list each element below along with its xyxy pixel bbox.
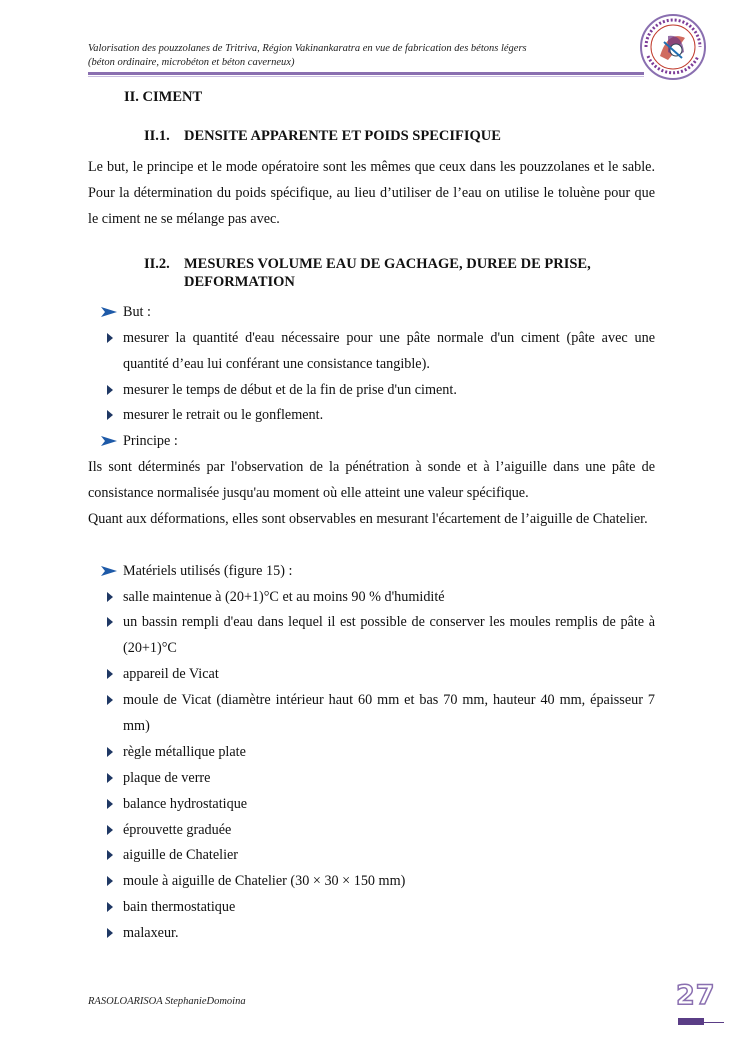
list-item: plaque de verre	[100, 765, 655, 791]
faculty-seal-logo	[638, 12, 708, 82]
list-item: appareil de Vicat	[100, 661, 655, 687]
list-item: salle maintenue à (20+1)°C et au moins 90 % d'humidité	[100, 584, 655, 610]
list-item: bain thermostatique	[100, 894, 655, 920]
header-line-2: (béton ordinaire, microbéton et béton caverneux)	[88, 57, 295, 68]
list-heading-principe: Principe :	[100, 428, 655, 454]
list-item: aiguille de Chatelier	[100, 842, 655, 868]
subsection-heading-2	[144, 255, 624, 291]
triangle-bullet-icon	[100, 609, 120, 635]
triangle-bullet-icon	[100, 687, 120, 713]
list-heading-materiels: Matériels utilisés (figure 15) :	[100, 558, 655, 584]
triangle-bullet-icon	[100, 791, 120, 817]
triangle-bullet-icon	[100, 817, 120, 843]
list-item: éprouvette graduée	[100, 817, 655, 843]
paragraph-principe-1: Ils sont déterminés par l'observation de la pénétration à sonde et à l’aiguille dans une pâte de consistance normalisée jusqu'au moment où elle atteint une valeur spécifique.	[88, 459, 655, 501]
paragraph-principe-2: Quant aux déformations, elles sont observables en mesurant l'écartement de l’aiguille de Chatelier.	[88, 511, 648, 527]
subsection-title: DENSITE APPARENTE ET POIDS SPECIFIQUE	[184, 128, 501, 144]
subsection-number: II.2.	[144, 256, 170, 272]
running-header	[88, 42, 648, 70]
arrow-bullet-icon	[100, 428, 120, 454]
header-line-1: Valorisation des pouzzolanes de Tritriva, Région Vakinankaratra en vue de fabrication des bétons légers	[88, 43, 527, 54]
list-heading-but: But :	[100, 299, 655, 325]
paragraph-densite: Le but, le principe et le mode opératoire sont les mêmes que ceux dans les pouzzolanes et le sable. Pour la détermination du poids spécifique, au lieu d’utiliser de l’eau on utilise le toluène pour que le ciment ne se mélange pas avec.	[88, 159, 655, 227]
triangle-bullet-icon	[100, 661, 120, 687]
triangle-bullet-icon	[100, 325, 120, 351]
footer-author: RASOLOARISOA StephanieDomoina	[88, 996, 246, 1007]
list-item: moule à aiguille de Chatelier (30 × 30 × 150 mm)	[100, 868, 655, 894]
triangle-bullet-icon	[100, 894, 120, 920]
page-number-bar	[678, 1018, 704, 1025]
triangle-bullet-icon	[100, 584, 120, 610]
list-item: malaxeur.	[100, 920, 655, 946]
subsection-title: MESURES VOLUME EAU DE GACHAGE, DUREE DE PRISE, DEFORMATION	[184, 256, 591, 290]
list-item: mesurer le retrait ou le gonflement.	[100, 402, 655, 428]
page-number-line	[704, 1022, 724, 1023]
triangle-bullet-icon	[100, 402, 120, 428]
list-item: un bassin rempli d'eau dans lequel il est possible de conserver les moules remplis de pâte à (20+1)°C	[100, 609, 655, 661]
list-item: mesurer la quantité d'eau nécessaire pour une pâte normale d'un ciment (pâte avec une quantité d’eau lui conférant une consistance tangible).	[100, 325, 655, 377]
triangle-bullet-icon	[100, 739, 120, 765]
triangle-bullet-icon	[100, 377, 120, 403]
header-rule	[88, 72, 644, 75]
subsection-number: II.1.	[144, 128, 170, 144]
header-rule-thin	[88, 76, 644, 77]
arrow-bullet-icon	[100, 558, 120, 584]
triangle-bullet-icon	[100, 868, 120, 894]
arrow-bullet-icon	[100, 299, 120, 325]
triangle-bullet-icon	[100, 920, 120, 946]
subsection-heading-1	[144, 127, 624, 145]
triangle-bullet-icon	[100, 765, 120, 791]
list-item: moule de Vicat (diamètre intérieur haut 60 mm et bas 70 mm, hauteur 40 mm, épaisseur 7 mm)	[100, 687, 655, 739]
triangle-bullet-icon	[100, 842, 120, 868]
list-item: mesurer le temps de début et de la fin de prise d'un ciment.	[100, 377, 655, 403]
section-heading: II. CIMENT	[124, 89, 203, 105]
page-number: 27	[676, 980, 716, 1011]
list-item: balance hydrostatique	[100, 791, 655, 817]
list-item: règle métallique plate	[100, 739, 655, 765]
